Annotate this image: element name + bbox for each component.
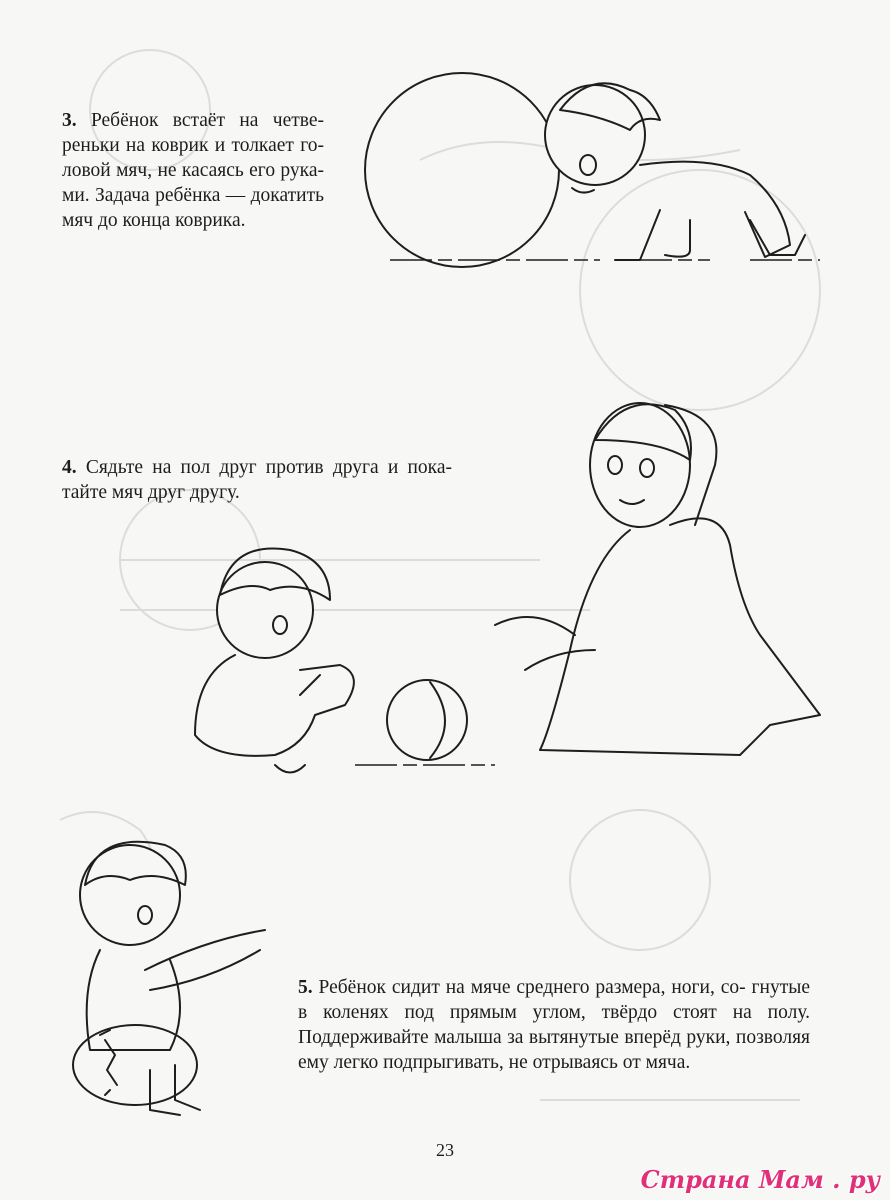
exercise-4-number: 4. bbox=[62, 457, 77, 478]
exercise-3-line-1: Ребёнок встаёт на четве- bbox=[90, 110, 324, 131]
exercise-4-line-1: Сядьте на пол друг против друга и пока- bbox=[85, 457, 452, 478]
exercise-5-line-4: позволяя ему легко подпрыгивать, не отрываясь от мяча. bbox=[298, 1027, 811, 1073]
exercise-3-line-5: мяч до конца коврика. bbox=[62, 210, 246, 231]
exercise-3-line-4: ми. Задача ребёнка — докатить bbox=[62, 185, 324, 206]
exercise-3-line-3: ловой мяч, не касаясь его рука- bbox=[62, 160, 324, 181]
child-on-all-fours-illustration bbox=[360, 70, 830, 280]
child-on-ball-illustration bbox=[60, 840, 300, 1130]
exercise-4-line-2: тайте мяч друг другу. bbox=[62, 482, 240, 503]
exercise-5-line-3: полу. Поддерживайте малыша за вытянутые вперёд руки, bbox=[298, 1002, 811, 1048]
exercise-5-text bbox=[298, 975, 810, 1075]
exercise-3-number: 3. bbox=[62, 110, 77, 131]
exercise-5-line-1: Ребёнок сидит на мяче среднего размера, ноги, со- bbox=[318, 977, 746, 998]
site-watermark-logo: Страна Мам . ру bbox=[640, 1165, 880, 1194]
page-number: 23 bbox=[436, 1140, 454, 1160]
exercise-5-line-2: гнутые в коленях под прямым углом, твёрдо стоят на bbox=[298, 977, 810, 1023]
exercise-3-line-2: реньки на коврик и толкает го- bbox=[62, 135, 324, 156]
exercise-5-number: 5. bbox=[298, 977, 313, 998]
exercise-3-text bbox=[62, 108, 324, 233]
mother-and-child-illustration bbox=[175, 380, 815, 780]
